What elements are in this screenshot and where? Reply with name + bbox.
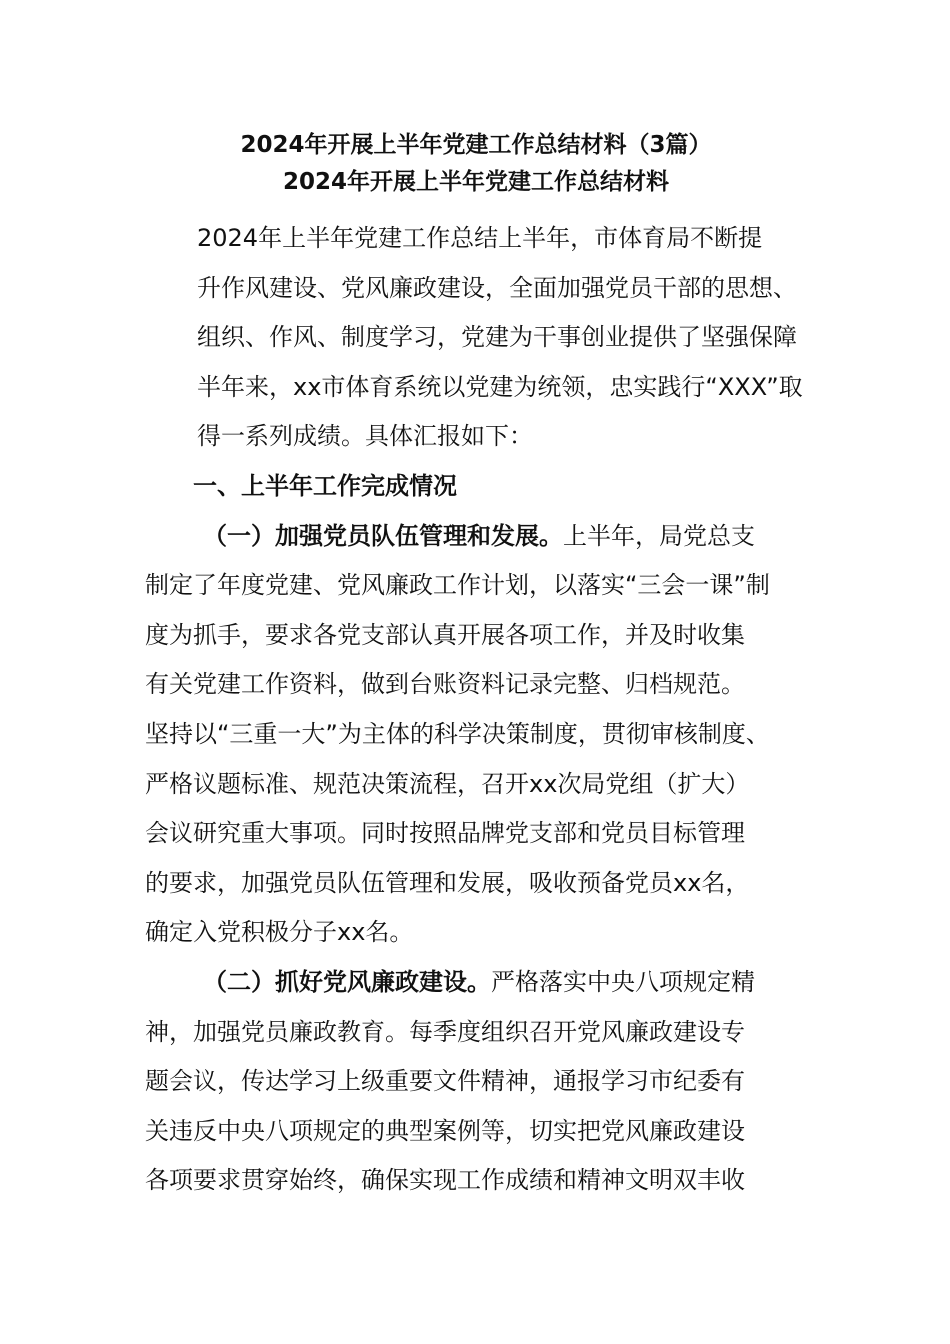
intro-line: 半年来，xx市体育系统以党建为统领，忠实践行“XXX”取 — [197, 372, 803, 401]
section-1-line: 严格议题标准、规范决策流程，召开xx次局党组（扩大） — [145, 769, 750, 798]
section-2-line: 神，加强党员廉政教育。每季度组织召开党风廉政建设专 — [145, 1017, 745, 1046]
section-2-line: 各项要求贯穿始终，确保实现工作成绩和精神文明双丰收 — [145, 1166, 745, 1195]
section-1-line: 制定了年度党建、党风廉政工作计划，以落实“三会一课”制 — [145, 571, 770, 600]
section-2-line: 关违反中央八项规定的典型案例等，切实把党风廉政建设 — [145, 1116, 745, 1145]
section-2-first-rest: 严格落实中央八项规定精 — [491, 967, 755, 996]
intro-line: 2024年上半年党建工作总结上半年，市体育局不断提 — [197, 224, 763, 252]
section-heading: 一、上半年工作完成情况 — [193, 471, 457, 500]
section-1-line: 会议研究重大事项。同时按照品牌党支部和党员目标管理 — [145, 819, 745, 848]
document-page — [145, 128, 807, 1206]
section-1-line: 有关党建工作资料，做到台账资料记录完整、归档规范。 — [145, 670, 745, 699]
section-2-paragraph — [145, 958, 807, 1008]
section-1-first-line — [145, 512, 807, 562]
section-2-line: 题会议，传达学习上级重要文件精神，通报学习市纪委有 — [145, 1067, 745, 1096]
section-1-line: 坚持以“三重一大”为主体的科学决策制度，贯彻审核制度、 — [145, 719, 770, 748]
intro-line: 得一系列成绩。具体汇报如下： — [197, 422, 533, 451]
intro-paragraph — [145, 214, 807, 462]
section-1-lead: （一）加强党员队伍管理和发展。 — [203, 521, 563, 550]
section-2-first-line — [145, 958, 807, 1008]
section-1-line: 的要求，加强党员队伍管理和发展，吸收预备党员xx名， — [145, 868, 750, 897]
intro-line: 组织、作风、制度学习，党建为干事创业提供了坚强保障 — [197, 323, 797, 352]
document-title: 2024年开展上半年党建工作总结材料（3篇） — [240, 132, 712, 158]
section-2-lead: （二）抓好党风廉政建设。 — [203, 967, 491, 996]
document-subtitle: 2024年开展上半年党建工作总结材料 — [282, 169, 669, 195]
section-1-line: 确定入党积极分子xx名。 — [145, 918, 414, 947]
section-1-first-rest: 上半年，局党总支 — [563, 521, 755, 550]
section-1-paragraph — [145, 512, 807, 562]
section-1-line: 度为抓手，要求各党支部认真开展各项工作，并及时收集 — [145, 620, 745, 649]
section-2-body — [145, 1008, 807, 1206]
section-1-body — [145, 561, 807, 958]
intro-line: 升作风建设、党风廉政建设，全面加强党员干部的思想、 — [197, 273, 797, 302]
